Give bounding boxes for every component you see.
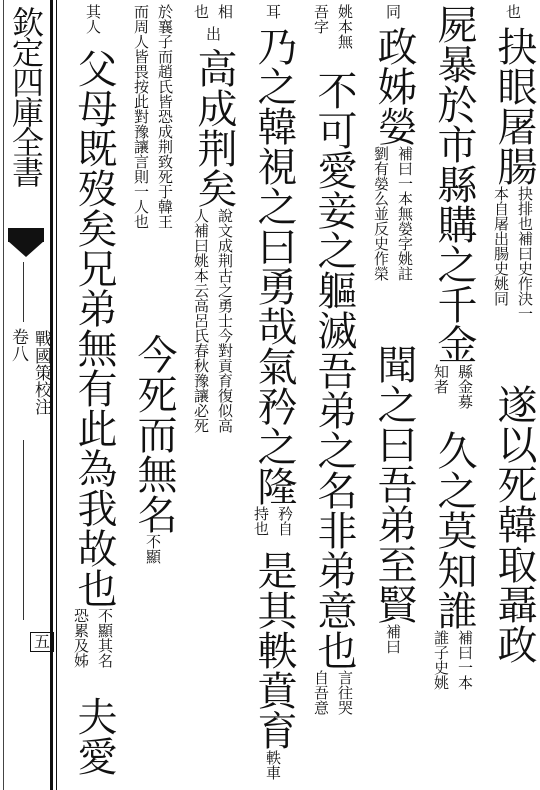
- main-text: 夫愛: [71, 696, 117, 776]
- book-title: 戰國策校注: [31, 330, 51, 415]
- library-title: 欽定四庫全書: [7, 6, 45, 186]
- main-text: 乃之韓視之曰勇哉氣矜之隆: [251, 26, 297, 506]
- volume-label: 卷八: [8, 328, 28, 362]
- margin-strip: [0, 0, 58, 790]
- main-text: 政姊嫈: [371, 26, 417, 146]
- annotation-left: 人補曰姚本云高呂氏春秋豫讓必死: [192, 208, 210, 433]
- main-text: 聞之曰吾弟至賢: [371, 344, 417, 624]
- fish-tail-mark: [8, 228, 44, 258]
- annotation-left: 而周人皆畏按此對豫讓言則一人也: [132, 4, 150, 229]
- text-column: [422, 4, 482, 786]
- annotation: 出: [204, 26, 222, 41]
- annotation-right: 補曰一本: [456, 630, 474, 690]
- annotation: 補曰: [384, 624, 402, 654]
- annotation-right: 補曰一本無嫈字姚註: [396, 146, 414, 281]
- annotation-left: 劉有嫈么並反史作榮: [372, 146, 390, 281]
- annotation-right: 言往哭: [336, 670, 354, 715]
- main-text: 今死而無名: [131, 334, 177, 534]
- annotation-left: 也: [192, 4, 210, 19]
- annotation-left: 吾字: [312, 4, 330, 34]
- main-text: 不可愛妾之軀滅吾弟之名非弟意也: [311, 70, 357, 670]
- main-text: 高成荆矣: [191, 48, 237, 208]
- annotation-left: 持也: [252, 506, 270, 536]
- annotation-right: 說文成荆古之勇士今對貢育復似高: [216, 208, 234, 433]
- text-column: [482, 4, 540, 786]
- annotation-left: 恐累及姊: [72, 608, 90, 668]
- main-text: 抉眼屠腸: [491, 26, 537, 186]
- annotation: 軼車: [264, 750, 282, 780]
- text-column: [62, 4, 122, 786]
- text-column: [182, 4, 242, 786]
- annotation: 其人: [84, 4, 102, 34]
- text-column: [122, 4, 182, 786]
- text-column: [242, 4, 302, 786]
- annotation-right: 於襄子而趙氏皆恐成荆致死于韓王: [156, 4, 174, 229]
- annotation-right: 不顯其名: [96, 608, 114, 668]
- margin-border-thin: [56, 0, 57, 790]
- main-text: 屍暴於市縣購之千金: [431, 4, 477, 364]
- page-number: 五: [30, 632, 54, 652]
- main-text: 久之莫知誰: [431, 430, 477, 630]
- annotation: 不顯: [144, 534, 162, 564]
- annotation-right: 縣金募: [456, 364, 474, 409]
- text-column: [362, 4, 422, 786]
- annotation-right: 抉排也補曰史作決一: [516, 186, 534, 321]
- annotation: 也: [504, 4, 522, 19]
- annotation: 同: [384, 4, 402, 19]
- annotation: 耳: [264, 4, 282, 19]
- annotation-right: 姚本無: [336, 4, 354, 49]
- main-text: 遂以死韓取聶政: [491, 384, 537, 664]
- annotation-left: 知者: [432, 364, 450, 394]
- margin-inner-rule: [3, 0, 4, 790]
- main-text: 是其軼賁育: [251, 550, 297, 750]
- annotation-left: 誰子史姚: [432, 630, 450, 690]
- main-text: 父母既歿矣兄弟無有此為我故也: [71, 48, 117, 608]
- annotation-left: 本自屠出腸史姚同: [492, 186, 510, 306]
- annotation-right: 相: [216, 4, 234, 19]
- margin-divider-upper: [23, 262, 24, 322]
- text-column: [302, 4, 362, 786]
- margin-divider-lower: [23, 440, 24, 620]
- annotation-left: 自吾意: [312, 670, 330, 715]
- annotation-right: 矜自: [276, 506, 294, 536]
